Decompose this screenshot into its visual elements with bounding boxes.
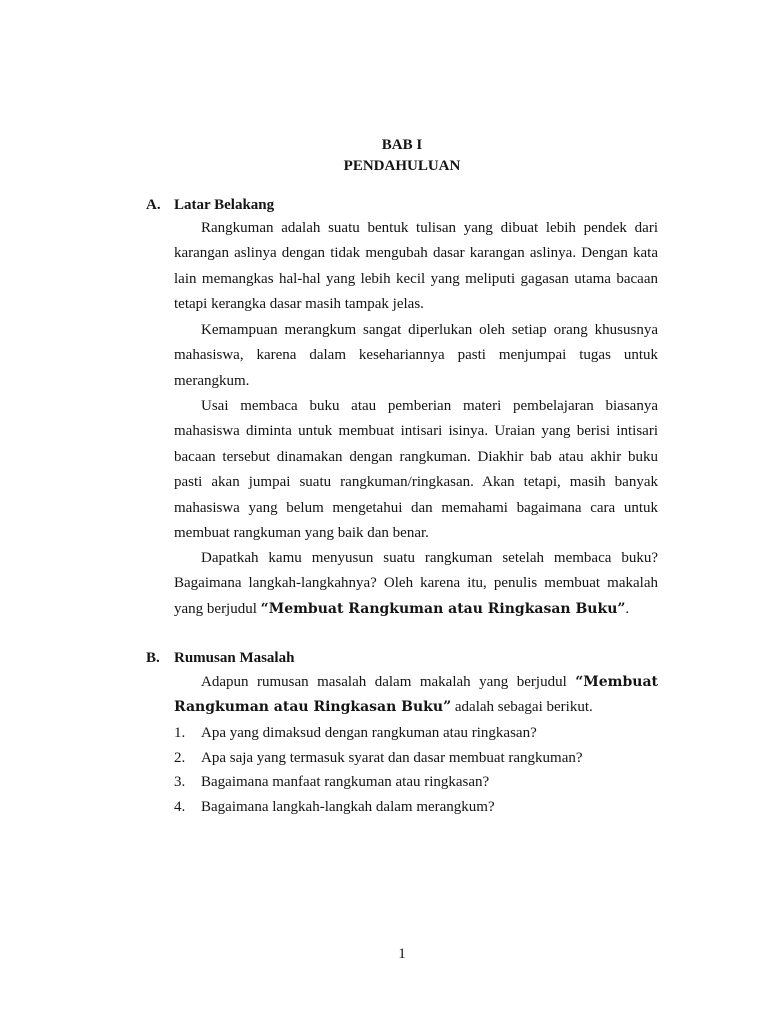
problem-list bbox=[174, 721, 583, 819]
section-b-letter: B. bbox=[146, 650, 160, 666]
list-item bbox=[174, 770, 583, 795]
section-b-title: Rumusan Masalah bbox=[174, 650, 295, 666]
section-a-letter: A. bbox=[146, 197, 161, 213]
section-a-paragraph-4-end: . bbox=[625, 600, 630, 617]
section-b-heading bbox=[146, 650, 294, 667]
list-item-number: 1. bbox=[174, 725, 186, 741]
section-a-paragraph-3: Usai membaca buku atau pemberian materi pembelajaran biasanya mahasiswa diminta untuk membuat intisari isinya. Uraian yang berisi intisari bacaan tersebut dinamakan dengan rangkuman. Diakhir bab atau akhir buku pasti akan jumpai suatu rangkuman/ringkasan. Akan tetapi, masih banyak mahasiswa yang belum mengetahui dan memahami bagaimana cara untuk membuat rangkuman yang baik dan benar. bbox=[174, 398, 658, 542]
section-b-intro-text: Adapun rumusan masalah dalam makalah yang berjudul bbox=[201, 674, 576, 690]
list-item-number: 3. bbox=[174, 774, 186, 791]
list-item-text: Bagaimana langkah-langkah dalam merangkum? bbox=[201, 798, 495, 815]
list-item-number: 2. bbox=[174, 749, 186, 766]
section-a-title: Latar Belakang bbox=[174, 197, 275, 213]
list-item bbox=[174, 721, 583, 746]
section-a-heading bbox=[146, 197, 274, 214]
paper-title-emphasis: “Membuat Rangkuman atau Ringkasan Buku” bbox=[260, 600, 626, 617]
list-item-number: 4. bbox=[174, 798, 186, 815]
chapter-title: PENDAHULUAN bbox=[343, 158, 461, 174]
list-item bbox=[174, 795, 583, 820]
list-item-text: Bagaimana manfaat rangkuman atau ringkasan? bbox=[201, 774, 490, 791]
paper-title-emphasis: “Membuat Rangkuman atau Ringkasan Buku” bbox=[174, 674, 658, 716]
section-a-paragraph-4-text: Dapatkah kamu menyusun suatu rangkuman setelah membaca buku? Bagaimana langkah-langkahnya? Oleh karena itu, penulis membuat makalah yang berjudul bbox=[174, 550, 658, 617]
list-item-text: Apa saja yang termasuk syarat dan dasar membuat rangkuman? bbox=[201, 749, 583, 766]
section-a-paragraph-2: Kemampuan merangkum sangat diperlukan oleh setiap orang khususnya mahasiswa, karena dalam kesehariannya pasti menjumpai tugas untuk merangkum. bbox=[174, 322, 658, 389]
chapter-number: BAB I bbox=[381, 137, 423, 153]
section-b-intro-end: adalah sebagai berikut. bbox=[451, 699, 593, 716]
section-a-paragraph-4 bbox=[174, 546, 658, 622]
list-item bbox=[174, 746, 583, 771]
section-b-intro bbox=[174, 670, 658, 721]
page-number: 1 bbox=[398, 946, 406, 962]
list-item-text: Apa yang dimaksud dengan rangkuman atau ringkasan? bbox=[201, 725, 537, 741]
section-a-paragraph-1: Rangkuman adalah suatu bentuk tulisan yang dibuat lebih pendek dari karangan aslinya dengan tidak mengubah dasar karangan aslinya. Dengan kata lain memangkas hal-hal yang lebih kecil yang meliputi gagasan utama bacaan tetapi kerangka dasar masih tampak jelas. bbox=[174, 220, 658, 313]
